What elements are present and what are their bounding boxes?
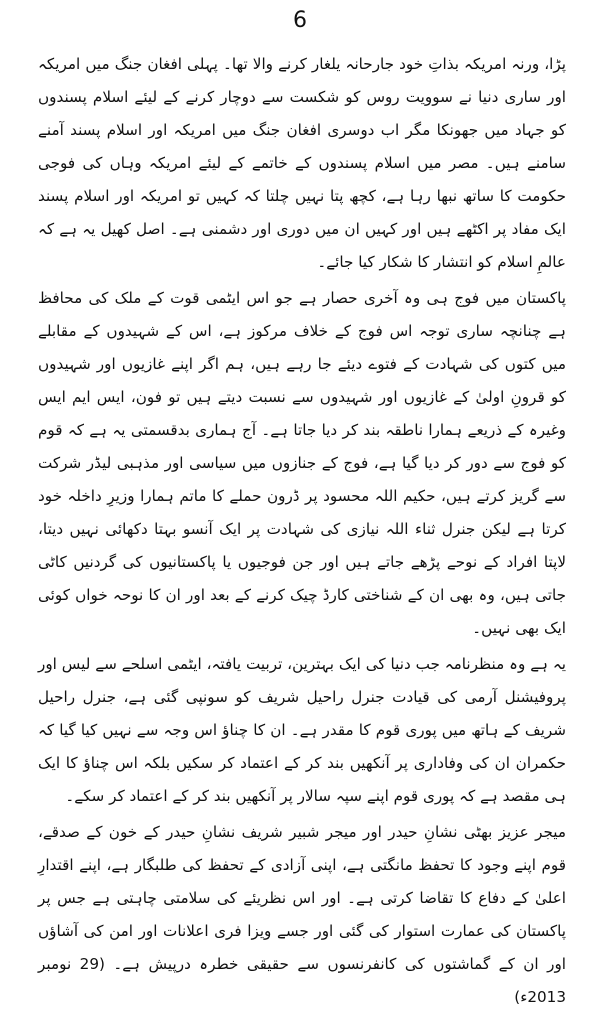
- article-paragraph-2: پاکستان میں فوج ہی وہ آخری حصار ہے جو اس ایٹمی قوت کے ملک کی محافظ ہے چنانچہ ساری توجہ اس فوج کے خلاف مرکوز ہے، اس کے شہیدوں کے مقابلے میں کتوں کی شہادت کے فتوے دیئے جا رہے ہیں، ہم اگر اپنے غازیوں اور شہیدوں کو قرونِ اولیٰ کے غازیوں اور شہیدوں سے نسبت دیتے ہیں تو فون، ایس ایم ایس وغیرہ کے ذریعے ہمارا ناطقہ بند کر دیا جاتا ہے۔ آج ہماری بدقسمتی یہ ہے کہ قوم کو فوج سے دور کر دیا گیا ہے، فوج کے جنازوں میں سیاسی اور مذہبی لیڈر شرکت سے گریز کرتے ہیں، حکیم اللہ محسود پر ڈرون حملے کا ماتم ہمارا وزیرِ داخلہ خود کرتا ہے لیکن جنرل ثناء اللہ نیازی کی شہادت پر ایک آنسو بہتا دکھائی نہیں دیتا، لاپتا افراد کے نوحے پڑھے جاتے ہیں اور جن فوجیوں یا پاکستانیوں کی گردنیں کاٹی جاتی ہیں، وہ بھی ان کے شناختی کارڈ چیک کرنے کے بعد اور ان کا نوحہ خواں کوئی ایک بھی نہیں۔: [38, 289, 566, 637]
- page-number: 6: [293, 8, 307, 33]
- article-body: [38, 48, 566, 1014]
- article-paragraph-4: میجر عزیز بھٹی نشانِ حیدر اور میجر شبیر شریف نشانِ حیدر کے خون کے صدقے، قوم اپنے وجود کا تحفظ مانگتی ہے، اپنی آزادی کے تحفظ کی طلبگار ہے، اپنے اقتدارِ اعلیٰ کے دفاع کا تقاضا کرتی ہے۔ اور اس نظریئے کی سلامتی چاہتی ہے جس پر پاکستان کی عمارت استوار کی گئی اور جسے ویزا فری اعلانات اور امن کی آشاؤں اور ان کے گماشتوں کی کانفرنسوں سے حقیقی خطرہ درپیش ہے۔ (29 نومبر 2013ء): [38, 823, 567, 1006]
- article-paragraph-1: پڑا، ورنہ امریکہ بذاتِ خود جارحانہ یلغار کرنے والا تھا۔ پہلی افغان جنگ میں امریکہ اور ساری دنیا نے سوویت روس کو شکست سے دوچار کرنے کے لیئے اسلام پسندوں کو جہاد میں جھونکا مگر اب دوسری افغان جنگ میں امریکہ اور اسلام پسند آمنے سامنے ہیں۔ مصر میں اسلام پسندوں کے خاتمے کے لیئے امریکہ وہاں کی فوجی حکومت کا ساتھ نبھا رہا ہے، کچھ پتا نہیں چلتا کہ کہیں تو امریکہ اور اسلام پسند ایک مفاد پر اکٹھے ہیں اور کہیں ان میں دوری اور دشمنی ہے۔ اصل کھیل یہ ہے کہ عالمِ اسلام کو انتشار کا شکار کیا جائے۔: [38, 55, 566, 271]
- article-paragraph-3: یہ ہے وہ منظرنامہ جب دنیا کی ایک بہترین، تربیت یافتہ، ایٹمی اسلحے سے لیس اور پروفیشنل آرمی کی قیادت جنرل راحیل شریف کو سونپی گئی ہے، جنرل راحیل شریف کے ہاتھ میں پوری قوم کا مقدر ہے۔ ان کا چناؤ اس وجہ سے نہیں کیا گیا کہ حکمران ان کی وفاداری پر آنکھیں بند کر کے اعتماد کر سکیں بلکہ اس چناؤ کا ایک ہی مقصد ہے کہ پوری قوم اپنے سپہ سالار پر آنکھیں بند کر کے اعتماد کر سکے۔: [38, 655, 566, 805]
